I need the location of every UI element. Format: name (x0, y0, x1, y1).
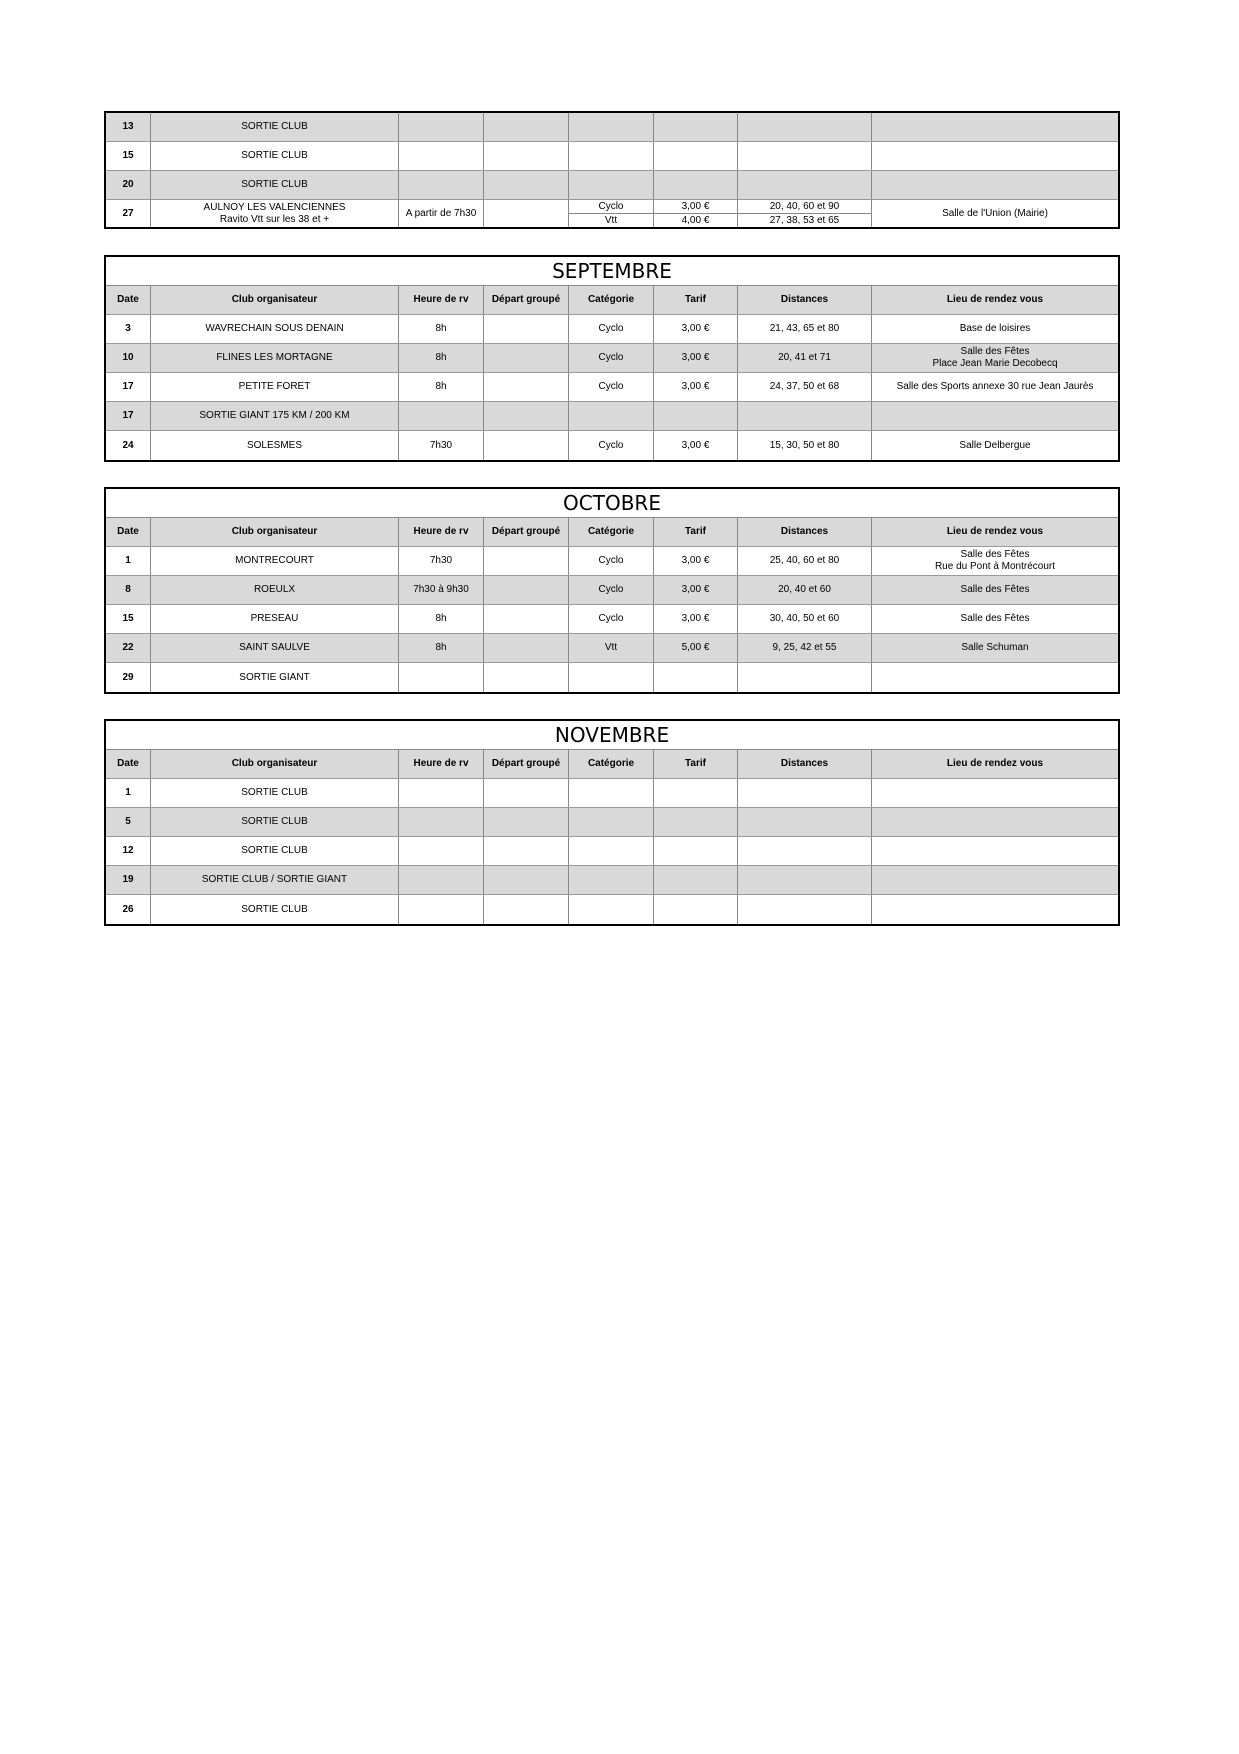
date-cell: 5 (106, 808, 151, 836)
table-row (106, 895, 1118, 924)
lieu-cell: Salle des Sports annexe 30 rue Jean Jaurès (896, 381, 1094, 392)
table-row (106, 315, 1118, 344)
heure-cell: 8h (399, 315, 484, 343)
club-note: Ravito Vtt sur les 38 et + (219, 213, 330, 225)
categorie-cell (569, 142, 654, 170)
distances-cell (738, 837, 872, 865)
table-row (106, 200, 1118, 227)
lieu-cell (872, 808, 1118, 836)
heure-cell (399, 779, 484, 807)
lieu-cell: Salle Schuman (961, 642, 1029, 653)
heure-cell (399, 142, 484, 170)
club-cell: SORTIE CLUB (151, 895, 399, 924)
distances-cell (738, 113, 872, 141)
distances-cell: 24, 37, 50 et 68 (738, 373, 872, 401)
categorie-cell: Cyclo (569, 547, 654, 575)
depart-cell (484, 315, 569, 343)
header-tarif: Tarif (654, 286, 738, 314)
date-cell: 22 (106, 634, 151, 662)
header-heure: Heure de rv (399, 750, 484, 778)
heure-cell (399, 866, 484, 894)
tarif-cell (654, 171, 738, 199)
tarif-cell (654, 663, 738, 692)
club-cell: SORTIE GIANT 175 KM / 200 KM (151, 402, 399, 430)
tarif-cell (654, 808, 738, 836)
septembre-table (104, 255, 1120, 462)
distances-cell: 21, 43, 65 et 80 (738, 315, 872, 343)
table-row (106, 866, 1118, 895)
depart-cell (484, 866, 569, 894)
lieu-cell (872, 895, 1118, 924)
header-row (106, 750, 1118, 779)
club-name: AULNOY LES VALENCIENNES (203, 201, 346, 213)
distances-cell (738, 866, 872, 894)
heure-cell (399, 837, 484, 865)
club-cell: PETITE FORET (151, 373, 399, 401)
lieu-cell (872, 402, 1118, 430)
tarif-cell (654, 113, 738, 141)
distances-cell: 9, 25, 42 et 55 (738, 634, 872, 662)
heure-cell: 8h (399, 634, 484, 662)
tarif-cell: 3,00 € (654, 431, 738, 460)
distances-cell: 30, 40, 50 et 60 (738, 605, 872, 633)
table-row (106, 634, 1118, 663)
header-heure: Heure de rv (399, 518, 484, 546)
club-cell: MONTRECOURT (151, 547, 399, 575)
header-lieu: Lieu de rendez vous (946, 294, 1044, 305)
lieu-cell: Salle des Fêtes (960, 584, 1030, 595)
header-categorie: Catégorie (569, 286, 654, 314)
lieu-cell: Salle des Fêtes (960, 613, 1030, 624)
tarif-cell (654, 779, 738, 807)
tarif-cell: 3,00 € (654, 344, 738, 372)
club-cell: SORTIE CLUB (151, 837, 399, 865)
tarif-cell (654, 402, 738, 430)
date-cell: 3 (106, 315, 151, 343)
date-cell: 26 (106, 895, 151, 924)
date-cell: 13 (106, 113, 151, 141)
depart-cell (484, 634, 569, 662)
depart-cell (484, 373, 569, 401)
lieu-cell (872, 866, 1118, 894)
tarif-cell (654, 200, 738, 227)
distances-cell: 20, 40 et 60 (738, 576, 872, 604)
categorie-cell: Cyclo (569, 605, 654, 633)
club-cell: WAVRECHAIN SOUS DENAIN (151, 315, 399, 343)
depart-cell (484, 344, 569, 372)
lieu-line: Salle des Fêtes (960, 549, 1030, 560)
depart-cell (484, 895, 569, 924)
tarif-cell: 3,00 € (654, 315, 738, 343)
date-cell: 20 (106, 171, 151, 199)
club-cell (151, 200, 399, 227)
distances-cell: 20, 41 et 71 (738, 344, 872, 372)
tarif-cell (654, 895, 738, 924)
club-cell: SOLESMES (151, 431, 399, 460)
categorie-cell (569, 663, 654, 692)
tarif-cell: 3,00 € (654, 576, 738, 604)
club-cell: PRESEAU (151, 605, 399, 633)
distances-cell (738, 895, 872, 924)
table-row (106, 808, 1118, 837)
categorie-cell (569, 779, 654, 807)
table-row (106, 605, 1118, 634)
categorie-cell (569, 402, 654, 430)
table-row (106, 837, 1118, 866)
club-cell: ROEULX (151, 576, 399, 604)
header-categorie: Catégorie (569, 518, 654, 546)
month-title: SEPTEMBRE (106, 257, 1118, 286)
header-depart: Départ groupé (484, 518, 569, 546)
date-cell: 17 (106, 402, 151, 430)
categorie-cell: Cyclo (569, 576, 654, 604)
header-club: Club organisateur (151, 518, 399, 546)
club-cell: SORTIE CLUB (151, 779, 399, 807)
lieu-line: Rue du Pont à Montrécourt (934, 561, 1056, 572)
distances-line: 20, 40, 60 et 90 (738, 200, 871, 214)
lieu-cell (872, 779, 1118, 807)
header-club: Club organisateur (151, 286, 399, 314)
heure-cell (399, 808, 484, 836)
table-row (106, 576, 1118, 605)
header-date: Date (106, 286, 151, 314)
date-cell: 1 (106, 547, 151, 575)
heure-cell: A partir de 7h30 (399, 200, 484, 227)
depart-cell (484, 113, 569, 141)
distances-line: 27, 38, 53 et 65 (769, 215, 840, 226)
categorie-cell (569, 171, 654, 199)
categorie-cell (569, 837, 654, 865)
lieu-cell (872, 663, 1118, 692)
header-distances: Distances (738, 518, 872, 546)
header-lieu: Lieu de rendez vous (946, 526, 1044, 537)
depart-cell (484, 663, 569, 692)
month-title: OCTOBRE (106, 489, 1118, 518)
depart-cell (484, 171, 569, 199)
tarif-cell (654, 866, 738, 894)
heure-cell: 7h30 (399, 431, 484, 460)
header-club: Club organisateur (151, 750, 399, 778)
header-row (106, 518, 1118, 547)
categorie-cell (569, 808, 654, 836)
header-depart: Départ groupé (484, 750, 569, 778)
heure-cell (399, 895, 484, 924)
header-distances: Distances (738, 286, 872, 314)
date-cell: 12 (106, 837, 151, 865)
categorie-cell (569, 113, 654, 141)
categorie-cell (569, 895, 654, 924)
table-row (106, 431, 1118, 460)
date-cell: 29 (106, 663, 151, 692)
header-lieu: Lieu de rendez vous (946, 758, 1044, 769)
header-tarif: Tarif (654, 750, 738, 778)
table-row (106, 113, 1118, 142)
distances-cell: 25, 40, 60 et 80 (738, 547, 872, 575)
table-row (106, 373, 1118, 402)
table-row (106, 344, 1118, 373)
date-cell: 15 (106, 142, 151, 170)
categorie-line: Cyclo (569, 200, 653, 214)
categorie-cell: Vtt (569, 634, 654, 662)
date-cell: 10 (106, 344, 151, 372)
depart-cell (484, 576, 569, 604)
categorie-cell: Cyclo (569, 344, 654, 372)
heure-cell: 8h (399, 373, 484, 401)
table-row (106, 402, 1118, 431)
heure-cell: 8h (399, 605, 484, 633)
tarif-cell (654, 837, 738, 865)
lieu-cell: Salle Delbergue (959, 439, 1031, 451)
club-cell: SORTIE GIANT (151, 663, 399, 692)
heure-cell (399, 113, 484, 141)
tarif-cell: 3,00 € (654, 547, 738, 575)
depart-cell (484, 142, 569, 170)
header-categorie: Catégorie (569, 750, 654, 778)
header-tarif: Tarif (654, 518, 738, 546)
lieu-line: Place Jean Marie Decobecq (932, 358, 1058, 369)
club-cell: SORTIE CLUB (151, 171, 399, 199)
lieu-cell (872, 344, 1118, 372)
header-row (106, 286, 1118, 315)
date-cell: 17 (106, 373, 151, 401)
tarif-line: 3,00 € (654, 200, 737, 214)
header-date: Date (106, 750, 151, 778)
table-row (106, 547, 1118, 576)
depart-cell (484, 402, 569, 430)
depart-cell (484, 547, 569, 575)
depart-cell (484, 605, 569, 633)
header-date: Date (106, 518, 151, 546)
lieu-cell (872, 171, 1118, 199)
lieu-cell (872, 547, 1118, 575)
categorie-line: Vtt (604, 215, 618, 226)
lieu-cell: Salle de l'Union (Mairie) (942, 207, 1048, 219)
tarif-line: 4,00 € (681, 215, 710, 226)
date-cell: 19 (106, 866, 151, 894)
table-row (106, 779, 1118, 808)
distances-cell (738, 779, 872, 807)
depart-cell (484, 837, 569, 865)
categorie-cell: Cyclo (569, 315, 654, 343)
heure-cell: 7h30 à 9h30 (399, 576, 484, 604)
date-cell: 15 (106, 605, 151, 633)
table-row (106, 142, 1118, 171)
distances-cell (738, 200, 872, 227)
depart-cell (484, 200, 569, 227)
distances-cell (738, 142, 872, 170)
club-cell: SORTIE CLUB (151, 808, 399, 836)
table-row (106, 171, 1118, 200)
heure-cell (399, 171, 484, 199)
tarif-cell (654, 142, 738, 170)
date-cell: 27 (106, 200, 151, 227)
month-title: NOVEMBRE (106, 721, 1118, 750)
date-cell: 1 (106, 779, 151, 807)
aout-table (104, 111, 1120, 229)
novembre-table (104, 719, 1120, 926)
lieu-cell (872, 837, 1118, 865)
header-distances: Distances (738, 750, 872, 778)
distances-cell (738, 808, 872, 836)
lieu-cell: Base de loisires (959, 323, 1031, 334)
date-cell: 8 (106, 576, 151, 604)
categorie-cell (569, 866, 654, 894)
categorie-cell: Cyclo (569, 373, 654, 401)
distances-cell (738, 171, 872, 199)
header-heure: Heure de rv (399, 286, 484, 314)
header-depart: Départ groupé (484, 286, 569, 314)
octobre-table (104, 487, 1120, 694)
lieu-line: Salle des Fêtes (960, 346, 1030, 357)
depart-cell (484, 779, 569, 807)
date-cell: 24 (106, 431, 151, 460)
tarif-cell: 3,00 € (654, 605, 738, 633)
heure-cell: 7h30 (399, 547, 484, 575)
tarif-cell: 5,00 € (654, 634, 738, 662)
distances-cell: 15, 30, 50 et 80 (738, 431, 872, 460)
table-row (106, 663, 1118, 692)
depart-cell (484, 808, 569, 836)
club-cell: SORTIE CLUB (151, 142, 399, 170)
categorie-cell: Cyclo (569, 431, 654, 460)
club-cell: SORTIE CLUB / SORTIE GIANT (151, 866, 399, 894)
heure-cell (399, 663, 484, 692)
heure-cell (399, 402, 484, 430)
heure-cell: 8h (399, 344, 484, 372)
club-cell: SAINT SAULVE (151, 634, 399, 662)
categorie-cell (569, 200, 654, 227)
lieu-cell (872, 142, 1118, 170)
depart-cell (484, 431, 569, 460)
distances-cell (738, 663, 872, 692)
lieu-cell (872, 113, 1118, 141)
distances-cell (738, 402, 872, 430)
club-cell: FLINES LES MORTAGNE (151, 344, 399, 372)
tarif-cell: 3,00 € (654, 373, 738, 401)
club-cell: SORTIE CLUB (151, 113, 399, 141)
